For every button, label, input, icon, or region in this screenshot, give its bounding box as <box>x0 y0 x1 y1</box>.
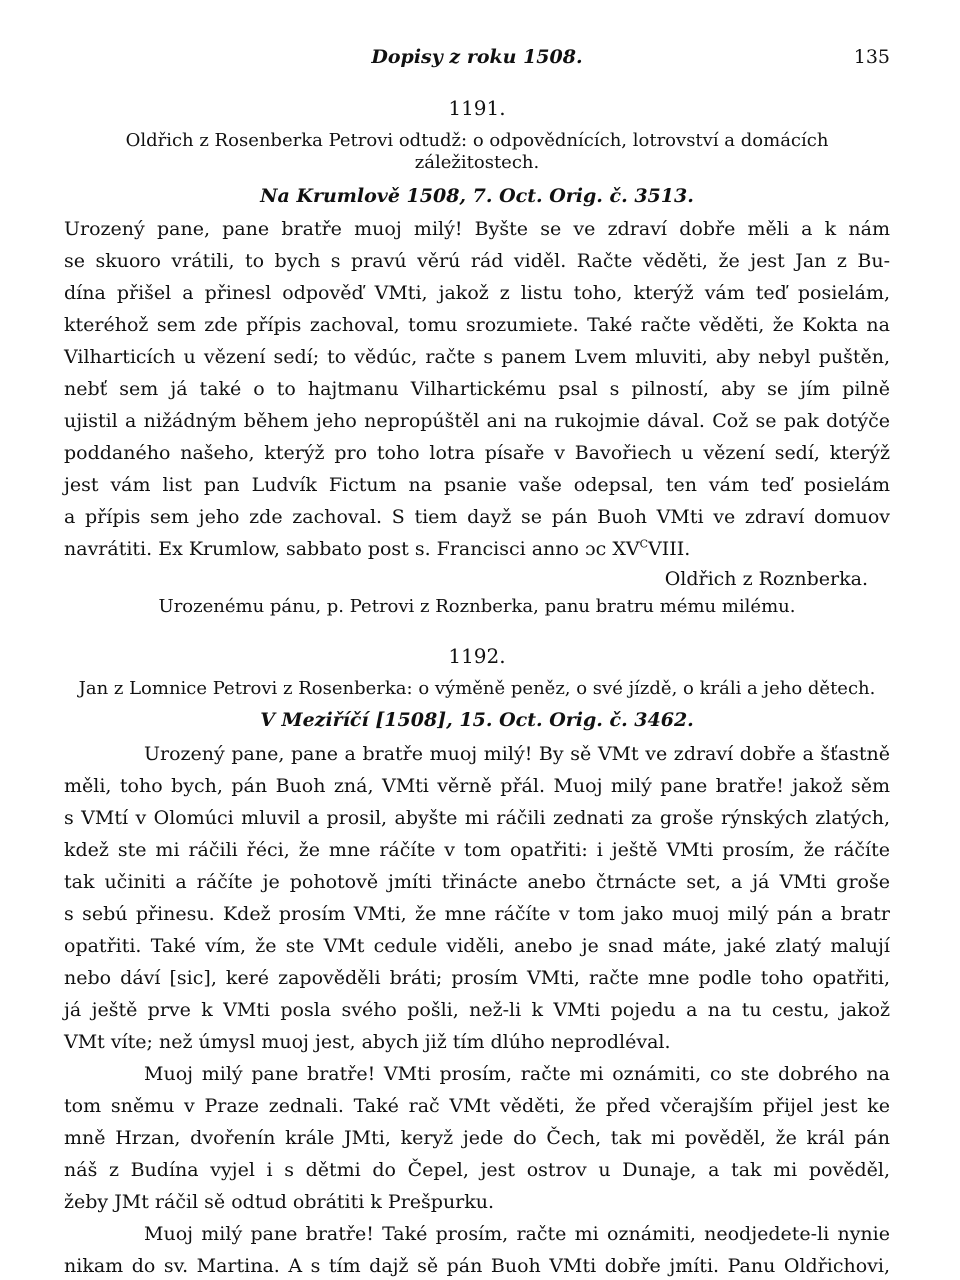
body-line: Muoj milý pane bratře! VMti prosím, račte mi oznámiti, co ste dobrého na <box>144 1063 890 1085</box>
running-title: Dopisy z roku 1508. <box>371 46 583 68</box>
body-line: Muoj milý pane bratře! Také prosím, račte mi oznámiti, neodjedete-li nynie <box>144 1223 890 1245</box>
closing-year-suffix: VIII. <box>648 538 691 560</box>
running-head <box>64 46 890 76</box>
body-line: nikam do sv. Martina. A s tím dajž sě pán Buoh VMti dobře jmíti. Panu Oldřichovi, <box>64 1255 890 1277</box>
body-line: Vilharticích u vězení sedí; to vědúc, račte s panem Lvem mluviti, aby nebyl puštěn, <box>64 346 890 368</box>
body-line: náš z Budína vyjel i s dětmi do Čepel, jest ostrov u Dunaje, a tak mi pověděl, <box>64 1159 890 1181</box>
page-number: 135 <box>853 46 890 68</box>
letter-address: Urozenému pánu, p. Petrovi z Roznberka, panu bratru mému milému. <box>158 596 796 617</box>
closing-text: navrátiti. Ex Krumlow, sabbato post s. Francisci anno ɔc XV <box>64 538 640 560</box>
body-line: se skuoro vrátili, to bych s pravú věrú rád viděl. Račte věděti, že jest Jan z Bu- <box>64 250 890 272</box>
body-line: dína přišel a přinesl odpověď VMti, jakož z listu toho, kterýž vám teď posielám, <box>64 282 890 304</box>
body-line: tom sněmu v Praze zednali. Také rač VMt věděti, že před včerajším přijel jest ke <box>64 1095 890 1117</box>
body-line: mně Hrzan, dvořenín krále JMti, keryž jede do Čech, tak mi pověděl, že král pán <box>64 1127 890 1149</box>
body-line: s VMtí v Olomúci mluvil a prosil, abyšte mi ráčili zednati za groše rýnských zlatých, <box>64 807 890 829</box>
body-line: nebť sem já také o to hajtmanu Vilhartickému psal s pilností, aby se jím pilně <box>64 378 890 400</box>
body-line: s sebú přinesu. Kdež prosím VMti, že mne ráčíte v tom jako muoj milý pán a bratr <box>64 903 890 925</box>
body-line: nebo dáví [sic], keré zapověděli bráti; prosím VMti, račte mne podle toho opatřiti, <box>64 967 890 989</box>
letter-number: 1192. <box>448 644 506 668</box>
body-line: kdež ste mi ráčili řéci, že mne ráčíte v tom opatřiti: i ještě VMti prosím, že ráčíte <box>64 839 890 861</box>
signature: Oldřich z Roznberka. <box>664 568 868 590</box>
letter-summary-line: záležitostech. <box>414 152 540 173</box>
letter-summary-line: Oldřich z Rosenberka Petrovi odtudž: o odpovědnících, lotrovství a domácích <box>125 130 829 151</box>
letter-summary-line: Jan z Lomnice Petrovi z Rosenberka: o výměně peněz, o své jízdě, o králi a jeho dětech. <box>78 678 876 699</box>
body-line: ujistil a nižádným během jeho nepropúštěl ani na rukojmie dával. Což se pak dotýče <box>64 410 890 432</box>
body-line: tak učiniti a ráčíte je pohotově jmíti třinácte anebo čtrnácte set, a já VMti groše <box>64 871 890 893</box>
body-line: a přípis sem jeho zde zachoval. S tiem dayž se pán Buoh VMti ve zdraví domuov <box>64 506 890 528</box>
body-line: VMt víte; než úmysl muoj jest, abych již tím dlúho neprodléval. <box>64 1031 671 1053</box>
letter-number: 1191. <box>448 96 506 120</box>
body-line: opatřiti. Také vím, že ste VMt cedule viděli, anebo je snad máte, jaké zlatý malují <box>64 935 890 957</box>
letter-dateline: Na Krumlově 1508, 7. Oct. Orig. č. 3513. <box>260 185 694 207</box>
body-line: poddaného našeho, kterýž pro toho lotra písaře v Bavořiech u vězení sedí, kterýž <box>64 442 890 464</box>
body-line: měli, toho bych, pán Buoh zná, VMti věrně přál. Muoj milý pane bratře! jakož sěm <box>64 775 890 797</box>
body-line: já ještě prve k VMti posla svého pošli, než-li k VMti pojedu a na tu cestu, jakož <box>64 999 890 1021</box>
body-line: Urozený pane, pane a bratře muoj milý! By sě VMt ve zdraví dobře a šťastně <box>144 743 890 765</box>
body-line: Urozený pane, pane bratře muoj milý! Byšte se ve zdraví dobře měli a k nám <box>64 218 890 240</box>
body-line: kteréhož sem zde přípis zachoval, tomu srozumiete. Také račte věděti, že Kokta na <box>64 314 890 336</box>
body-line: žeby JMt ráčil sě odtud obrátiti k Prešpurku. <box>64 1191 495 1213</box>
closing-line <box>64 537 890 561</box>
body-line: jest vám list pan Ludvík Fictum na psanie vaše odepsal, ten vám teď posielám <box>64 474 890 496</box>
closing-superscript: C <box>639 537 648 551</box>
letter-dateline: V Meziříčí [1508], 15. Oct. Orig. č. 3462. <box>260 709 694 731</box>
